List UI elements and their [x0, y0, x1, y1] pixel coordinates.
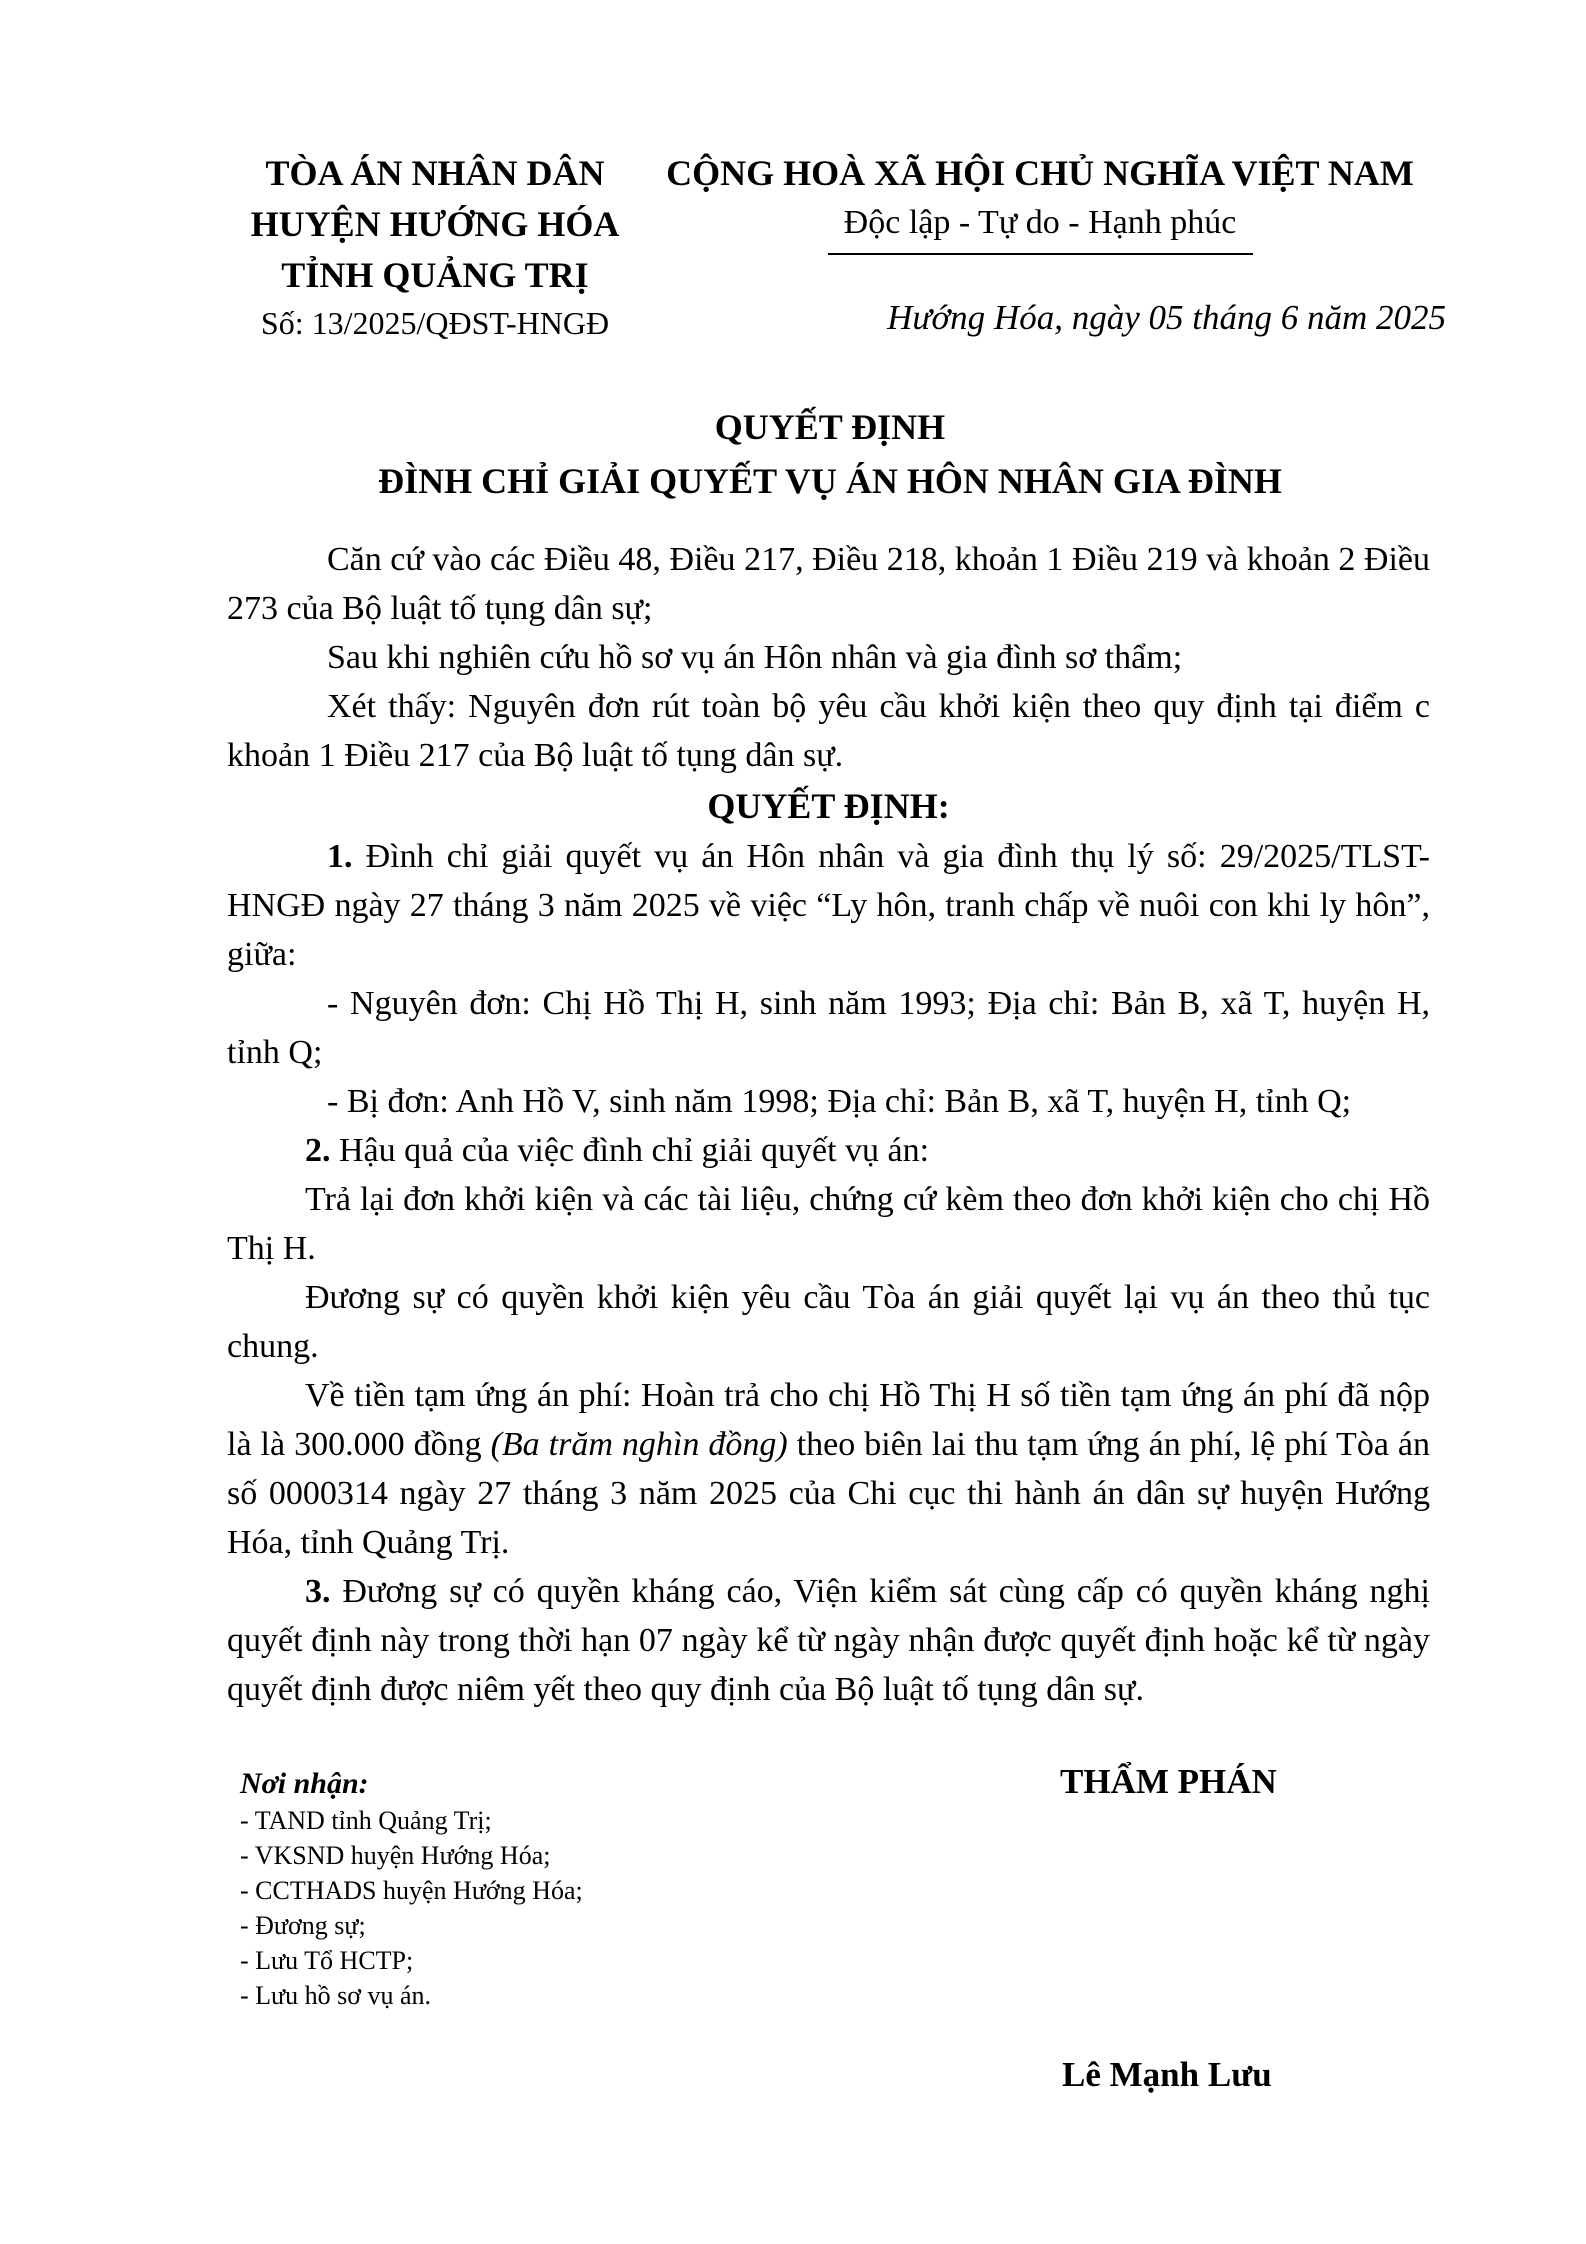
legal-basis-3: Xét thấy: Nguyên đơn rút toàn bộ yêu cầu khởi kiện theo quy định tại điểm c khoản 1 Điều 217 của Bộ luật tố tụng dân sự.	[227, 688, 1430, 774]
item-2-paragraph-1: Trả lại đơn khởi kiện và các tài liệu, chứng cứ kèm theo đơn khởi kiện cho chị Hồ Thị H.	[227, 1181, 1430, 1267]
defendant-info: - Bị đơn: Anh Hồ V, sinh năm 1998; Địa chỉ: Bản B, xã T, huyện H, tỉnh Q;	[327, 1083, 1352, 1120]
recipient-item: - CCTHADS huyện Hướng Hóa;	[240, 1876, 583, 1905]
court-header	[210, 148, 660, 345]
item-2-p3-end: theo biên lai thu tạm ứng án phí, lệ phí Tòa án số 0000314 ngày 27 tháng 3 năm 2025 của Chi cục thi hành án dân sự huyện Hướng Hóa, tỉnh Quảng Trị.	[227, 1426, 1431, 1561]
recipients-block	[240, 1765, 583, 2013]
document-title	[230, 400, 1430, 508]
recipient-item: - TAND tỉnh Quảng Trị;	[240, 1806, 492, 1835]
title-line1: QUYẾT ĐỊNH	[714, 407, 946, 447]
legal-basis-2: Sau khi nghiên cứu hồ sơ vụ án Hôn nhân và gia đình sơ thẩm;	[327, 639, 1183, 676]
item-2-p3-start: Về tiền tạm ứng án phí: Hoàn trả cho chị Hồ Thị H số tiền tạm ứng án phí đã nộp là là 300.000 đồng	[227, 1377, 1430, 1463]
item-2-paragraph-2: Đương sự có quyền khởi kiện yêu cầu Tòa án giải quyết lại vụ án theo thủ tục chung.	[227, 1279, 1430, 1365]
place-date: Hướng Hóa, ngày 05 tháng 6 năm 2025	[887, 298, 1446, 337]
item-3-number: 3.	[305, 1573, 331, 1610]
legal-basis-1: Căn cứ vào các Điều 48, Điều 217, Điều 218, khoản 1 Điều 219 và khoản 2 Điều 273 của Bộ luật tố tụng dân sự;	[227, 541, 1430, 627]
court-name-line2: HUYỆN HƯỚNG HÓA	[250, 204, 620, 244]
decision-number: Số: 13/2025/QĐST-HNGĐ	[260, 305, 610, 341]
item-3-text: Đương sự có quyền kháng cáo, Viện kiểm sát cùng cấp có quyền kháng nghị quyết định này trong thời hạn 07 ngày kể từ ngày nhận được quyết định hoặc kể từ ngày quyết định được niêm yết theo quy định của Bộ luật tố tụng dân sự.	[227, 1573, 1430, 1708]
recipients-label: Nơi nhận:	[240, 1767, 369, 1800]
item-2-paragraph-3	[227, 1371, 1430, 1567]
decision-item-1	[227, 832, 1430, 979]
recipient-item: - Lưu Tổ HCTP;	[240, 1946, 414, 1975]
national-header	[660, 148, 1420, 255]
court-name-line1: TÒA ÁN NHÂN DÂN	[265, 153, 605, 193]
recipient-item: - Đương sự;	[240, 1911, 366, 1940]
motto-underline	[828, 253, 1253, 255]
item-1-text: Đình chỉ giải quyết vụ án Hôn nhân và gia đình thụ lý số: 29/2025/TLST- HNGĐ ngày 27 tháng 3 năm 2025 về việc “Ly hôn, tranh chấp về nuôi con khi ly hôn”, giữa:	[227, 838, 1430, 973]
item-1-number: 1.	[327, 838, 353, 875]
item-2-number: 2.	[305, 1132, 331, 1169]
signer-title: THẨM PHÁN	[1060, 1762, 1277, 1801]
decision-item-3	[227, 1567, 1430, 1714]
plaintiff-info: - Nguyên đơn: Chị Hồ Thị H, sinh năm 1993; Địa chỉ: Bản B, xã T, huyện H, tỉnh Q;	[227, 985, 1430, 1071]
title-line2: ĐÌNH CHỈ GIẢI QUYẾT VỤ ÁN HÔN NHÂN GIA ĐÌNH	[378, 461, 1282, 501]
item-2-text: Hậu quả của việc đình chỉ giải quyết vụ án:	[330, 1132, 930, 1169]
decision-item-2	[227, 1126, 1430, 1175]
recipient-item: - Lưu hồ sơ vụ án.	[240, 1981, 432, 2010]
signer-name: Lê Mạnh Lưu	[1062, 2055, 1272, 2094]
item-2-p3-amount-words: (Ba trăm nghìn đồng)	[490, 1426, 788, 1463]
national-motto: Độc lập - Tự do - Hạnh phúc	[843, 204, 1237, 241]
recipient-item: - VKSND huyện Hướng Hóa;	[240, 1841, 551, 1870]
decision-heading: QUYẾT ĐỊNH:	[707, 786, 950, 826]
nation-name: CỘNG HOÀ XÃ HỘI CHỦ NGHĨA VIỆT NAM	[666, 153, 1414, 193]
document-body	[227, 535, 1430, 1714]
court-name-line3: TỈNH QUẢNG TRỊ	[281, 255, 589, 295]
